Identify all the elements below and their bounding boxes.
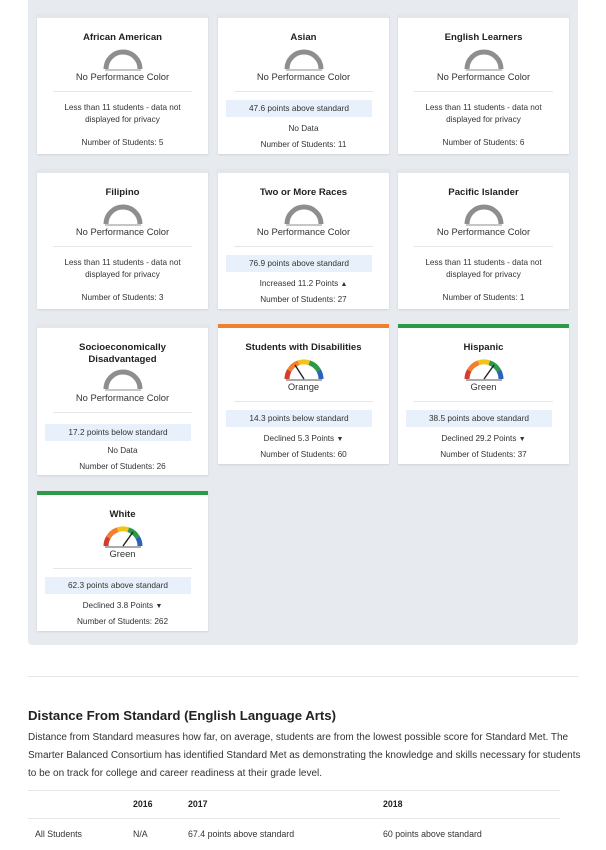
- gauge-orange-icon: [282, 357, 326, 381]
- performance-color-label: No Performance Color: [75, 392, 170, 403]
- table-cell-2018: 60 points above standard: [383, 829, 482, 839]
- gauge-icon: [101, 47, 145, 71]
- divider: [53, 568, 192, 569]
- section-title: Distance From Standard (English Language Arts): [28, 708, 336, 723]
- gauge-icon: [101, 367, 145, 391]
- student-group-card: [398, 324, 569, 464]
- change-status: [398, 433, 569, 445]
- student-count: Number of Students: 26: [79, 462, 166, 471]
- section-description: Distance from Standard measures how far, on average, students are from the lowest possible score for Standard Met. The Smarter Balanced Consortium has identified Standard Met as demonstrating the knowledge and skills necessary for students to be on track for college and career readiness at their grade level.: [28, 732, 581, 779]
- table-header-2016: 2016: [133, 799, 153, 809]
- student-group-card: [398, 14, 569, 154]
- divider: [53, 91, 192, 92]
- table-border: [28, 790, 560, 791]
- divider: [414, 246, 553, 247]
- privacy-note: Less than 11 students - data not displayed for privacy: [64, 103, 181, 124]
- privacy-note: Less than 11 students - data not displayed for privacy: [64, 258, 181, 279]
- table-header-2018: 2018: [383, 799, 403, 809]
- card-title: Hispanic: [463, 342, 504, 353]
- student-group-card: [218, 324, 389, 464]
- gauge-green-icon: [101, 524, 145, 548]
- student-group-card: [218, 169, 389, 309]
- student-count: Number of Students: 27: [260, 295, 347, 304]
- distance-from-standard: 62.3 points above standard: [45, 577, 191, 594]
- table-cell-2016: N/A: [133, 829, 148, 839]
- card-title: Two or More Races: [259, 187, 348, 198]
- change-status: No Data: [107, 446, 138, 455]
- triangle-down-icon: ▼: [336, 436, 344, 443]
- triangle-up-icon: ▲: [340, 281, 348, 288]
- student-count: Number of Students: 5: [81, 138, 164, 147]
- student-count: Number of Students: 1: [442, 293, 525, 302]
- triangle-down-icon: ▼: [155, 603, 163, 610]
- student-count: Number of Students: 6: [442, 138, 525, 147]
- change-text: Declined 5.3 Points: [263, 434, 335, 443]
- change-text: Declined 29.2 Points: [441, 434, 517, 443]
- distance-from-standard: 47.6 points above standard: [226, 100, 372, 117]
- student-group-card: [37, 324, 208, 475]
- gauge-icon: [282, 47, 326, 71]
- table-border: [28, 818, 560, 819]
- divider: [234, 246, 373, 247]
- change-status: [37, 600, 208, 612]
- distance-from-standard: 14.3 points below standard: [226, 410, 372, 427]
- distance-from-standard: 17.2 points below standard: [45, 424, 191, 441]
- card-title: African American: [82, 32, 163, 43]
- card-title: English Learners: [444, 32, 523, 43]
- student-group-card: [218, 14, 389, 154]
- card-title: Filipino: [105, 187, 140, 198]
- card-title: White: [109, 509, 136, 520]
- student-group-panel: [28, 0, 578, 645]
- triangle-down-icon: ▼: [518, 436, 526, 443]
- performance-color-label: No Performance Color: [256, 226, 351, 237]
- divider: [234, 401, 373, 402]
- privacy-note: Less than 11 students - data not displayed for privacy: [425, 103, 542, 124]
- privacy-note: Less than 11 students - data not displayed for privacy: [425, 258, 542, 279]
- card-title: Socioeconomically Disadvantaged: [79, 342, 166, 365]
- student-group-card: [37, 14, 208, 154]
- performance-color-label: No Performance Color: [75, 226, 170, 237]
- performance-color-label: No Performance Color: [75, 71, 170, 82]
- student-count: Number of Students: 11: [260, 140, 347, 149]
- change-status: [218, 278, 389, 290]
- student-group-card: [398, 169, 569, 309]
- change-status: [218, 433, 389, 445]
- performance-color-label: Green: [470, 381, 497, 392]
- distance-from-standard: 38.5 points above standard: [406, 410, 552, 427]
- gauge-icon: [462, 47, 506, 71]
- performance-color-label: No Performance Color: [436, 226, 531, 237]
- change-text: Increased 11.2 Points: [259, 279, 339, 288]
- student-count: Number of Students: 60: [260, 450, 347, 459]
- student-count: Number of Students: 262: [76, 617, 169, 626]
- gauge-icon: [282, 202, 326, 226]
- distance-from-standard: 76.9 points above standard: [226, 255, 372, 272]
- card-title: Asian: [290, 32, 317, 43]
- divider: [234, 91, 373, 92]
- gauge-icon: [101, 202, 145, 226]
- table-cell-2017: 67.4 points above standard: [188, 829, 295, 839]
- divider: [414, 91, 553, 92]
- student-group-card: [37, 491, 208, 631]
- section-divider: [28, 676, 578, 677]
- table-row-label: All Students: [35, 829, 82, 839]
- performance-color-label: No Performance Color: [256, 71, 351, 82]
- performance-color-label: Green: [109, 548, 136, 559]
- performance-color-label: Orange: [287, 381, 320, 392]
- table-header-2017: 2017: [188, 799, 208, 809]
- divider: [53, 246, 192, 247]
- student-count: Number of Students: 37: [440, 450, 527, 459]
- card-title: Students with Disabilities: [245, 342, 362, 353]
- student-group-card: [37, 169, 208, 309]
- student-count: Number of Students: 3: [81, 293, 164, 302]
- performance-color-label: No Performance Color: [436, 71, 531, 82]
- divider: [53, 412, 192, 413]
- change-text: Declined 3.8 Points: [82, 601, 154, 610]
- change-status: No Data: [288, 124, 319, 133]
- card-title: Pacific Islander: [448, 187, 519, 198]
- gauge-icon: [462, 202, 506, 226]
- gauge-green-icon: [462, 357, 506, 381]
- divider: [414, 401, 553, 402]
